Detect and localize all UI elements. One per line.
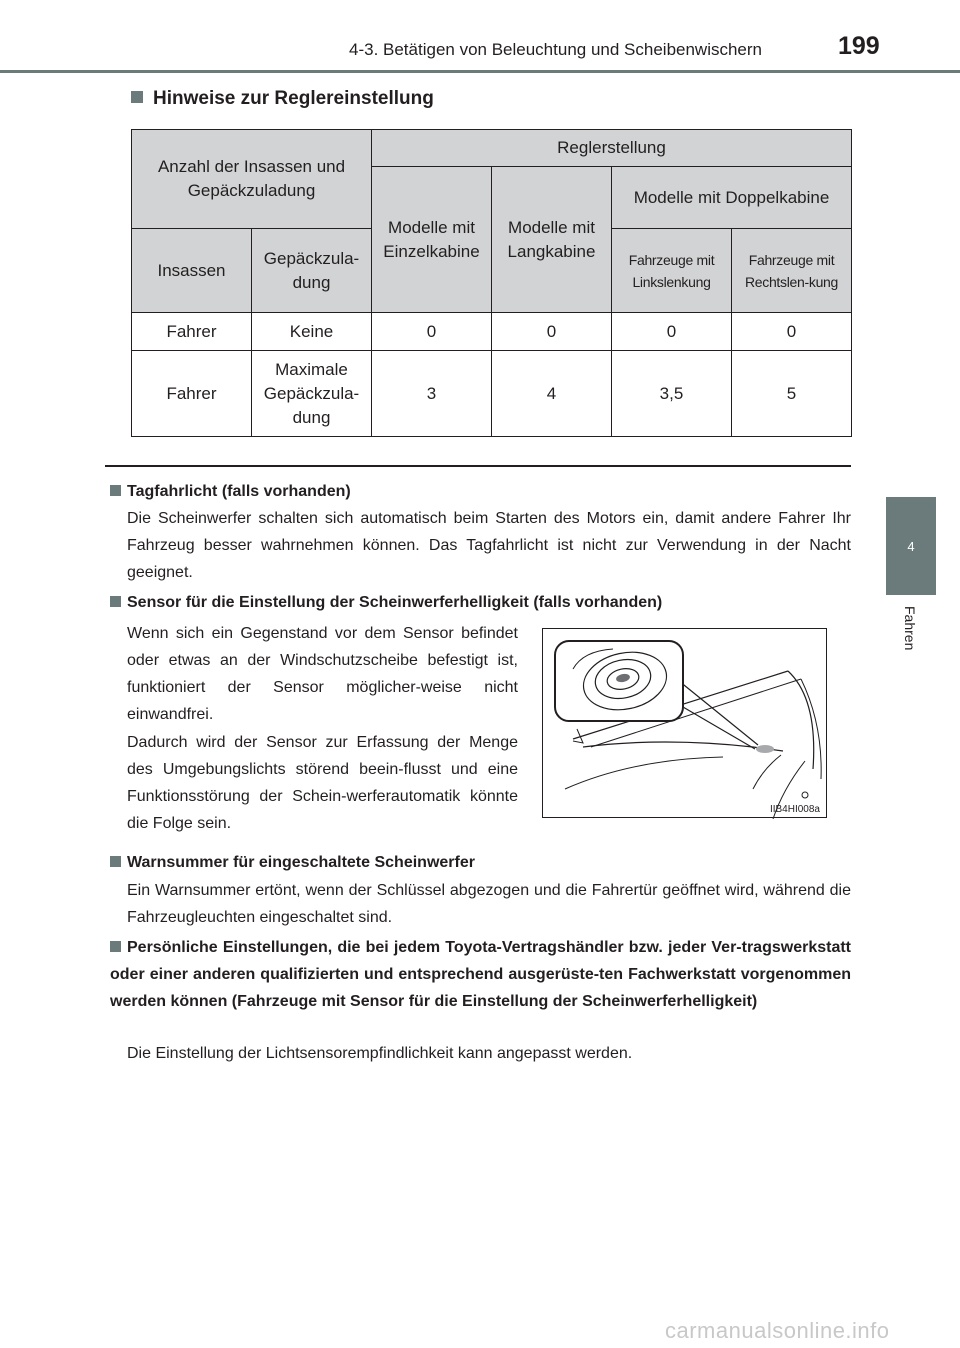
- th-regler: Reglerstellung: [372, 130, 852, 167]
- custom-text: Die Einstellung der Lichtsensorempfindlichkeit kann angepasst werden.: [127, 1045, 633, 1062]
- cell-rhd: 5: [732, 351, 852, 437]
- cell-rhd: 0: [732, 313, 852, 351]
- cell-single: 0: [372, 313, 492, 351]
- table-row: [132, 313, 852, 351]
- square-bullet-icon: [131, 91, 143, 103]
- buzzer-title: [110, 849, 475, 876]
- buzzer-title-text: Warnsummer für eingeschaltete Scheinwerfer: [127, 854, 475, 871]
- th-rhd: Fahrzeuge mit Rechtslen-kung: [732, 229, 852, 313]
- section-heading-text: Hinweise zur Reglereinstellung: [153, 88, 434, 109]
- sensor-title: [110, 589, 662, 616]
- cell-load: Keine: [252, 313, 372, 351]
- cell-single: 3: [372, 351, 492, 437]
- watermark[interactable]: carmanualsonline.info: [665, 1318, 890, 1343]
- chapter-tab-label: Fahren: [902, 606, 918, 651]
- cell-load: Maximale Gepäckzula-dung: [252, 351, 372, 437]
- cell-long: 4: [492, 351, 612, 437]
- cell-occupants: Fahrer: [132, 313, 252, 351]
- cell-long: 0: [492, 313, 612, 351]
- section-divider: [105, 465, 851, 467]
- sensor-illustration: [542, 628, 827, 818]
- drl-title-text: Tagfahrlicht (falls vorhanden): [127, 483, 351, 500]
- sensor-text-2: Dadurch wird der Sensor zur Erfassung der Menge des Umgebungslichts störend beein-flusst und eine Funktionsstörung der Schein-werferautomatik könnte die Folge sein.: [127, 734, 518, 832]
- drl-text: Die Scheinwerfer schalten sich automatisch beim Starten des Motors ein, damit andere Fahrer Ihr Fahrzeug besser wahrnehmen können. Das Tagfahrlicht ist nicht zur Verwendung in der Nacht geeignet.: [127, 510, 851, 581]
- windshield-sensor-drawing: [543, 629, 828, 819]
- th-long-cab: Modelle mit Langkabine: [492, 167, 612, 313]
- header-rule: [0, 70, 960, 73]
- cell-lhd: 3,5: [612, 351, 732, 437]
- buzzer-text: Ein Warnsummer ertönt, wenn der Schlüssel abgezogen und die Fahrertür geöffnet wird, während die Fahrzeugleuchten eingeschaltet sind.: [127, 882, 851, 926]
- chapter-tab-label-box: [888, 600, 936, 700]
- drl-title: [110, 478, 351, 505]
- header-title: 4-3. Betätigen von Beleuchtung und Scheibenwischern: [349, 40, 763, 59]
- sensor-text-1: Wenn sich ein Gegenstand vor dem Sensor befindet oder etwas an der Windschutzscheibe befestigt ist, funktioniert der Sensor möglicher-weise nicht einwandfrei.: [127, 625, 518, 723]
- custom-title: [110, 934, 851, 1015]
- square-bullet-icon: [110, 596, 121, 607]
- square-bullet-icon: [110, 856, 121, 867]
- th-lhd: Fahrzeuge mit Linkslenkung: [612, 229, 732, 313]
- chapter-tab[interactable]: 4: [886, 497, 936, 595]
- section-heading: [131, 88, 434, 110]
- page-number: 199: [838, 32, 880, 60]
- th-load: Gepäckzula-dung: [252, 229, 372, 313]
- sensor-title-text: Sensor für die Einstellung der Scheinwerferhelligkeit (falls vorhanden): [127, 594, 663, 611]
- cell-occupants: Fahrer: [132, 351, 252, 437]
- cell-lhd: 0: [612, 313, 732, 351]
- th-single-cab: Modelle mit Einzelkabine: [372, 167, 492, 313]
- custom-title-text: Persönliche Einstellungen, die bei jedem Toyota-Vertragshändler bzw. jeder Ver-tragswerkstatt oder einer anderen qualifizierten und entsprechend ausgerüste-ten Fachwerkstatt vorgenommen werden können (Fahrzeuge mit Sensor für die Einstellung der Scheinwerferhelligkeit): [110, 939, 851, 1010]
- square-bullet-icon: [110, 941, 121, 952]
- adjustment-table: [131, 129, 852, 437]
- th-double-cab: Modelle mit Doppelkabine: [612, 167, 852, 229]
- square-bullet-icon: [110, 485, 121, 496]
- table-row: [132, 351, 852, 437]
- th-occupants-load: Anzahl der Insassen und Gepäckzuladung: [132, 130, 372, 229]
- figure-code: IIB4HI008a: [769, 804, 820, 815]
- th-occupants: Insassen: [132, 229, 252, 313]
